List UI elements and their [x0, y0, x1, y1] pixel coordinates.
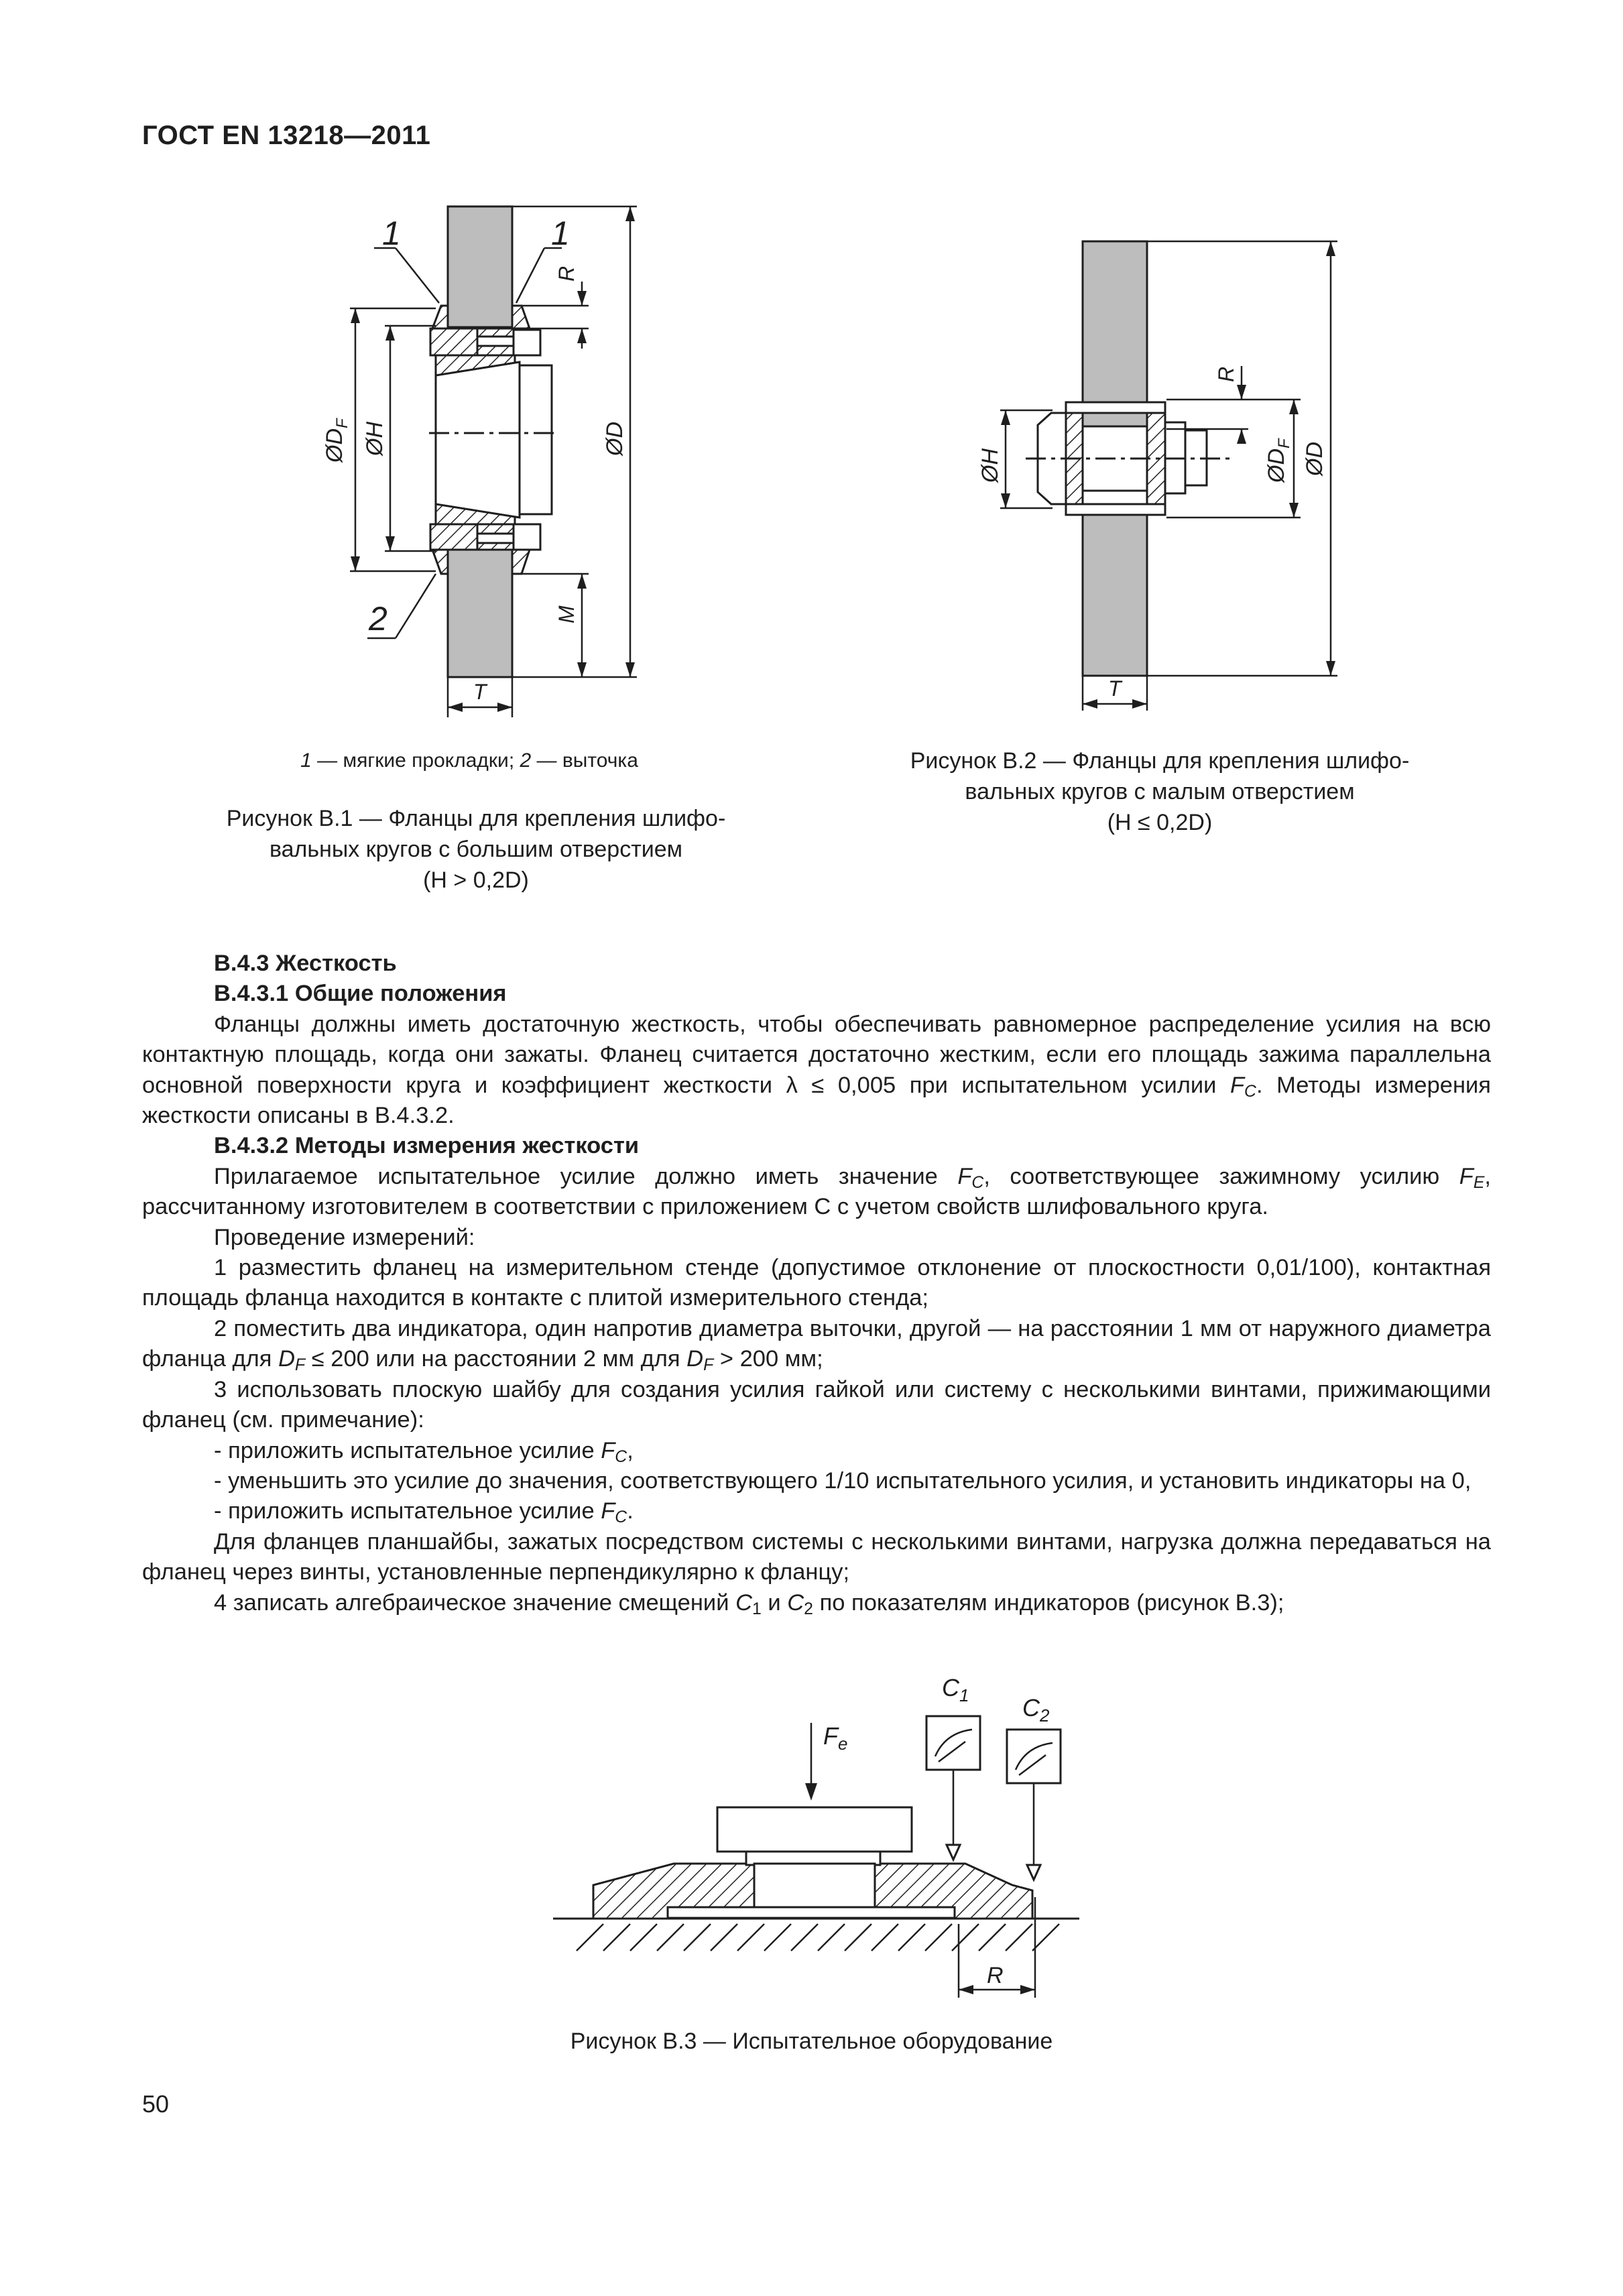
- force-fe-label: $F_e$: [823, 1722, 848, 1754]
- dim-m-label: M: [554, 605, 579, 623]
- callout-1-right: 1: [551, 215, 570, 252]
- paragraph-1: Фланцы должны иметь достаточную жесткость, чтобы обеспечивать равномерное распределение усилия на всю контактную площадь, когда они зажаты. Фланец считается достаточно жестким, если его площадь зажима параллельна основной поверхности круга и коэффициент жесткости λ ≤ 0,005 при испытательном усилии $F_C$. Методы измерения жесткости описаны в В.4.3.2.: [142, 1011, 1491, 1129]
- paragraph-8: - уменьшить это усилие до значения, соответствующего 1/10 испытательного усилия, и установить индикаторы на 0,: [214, 1467, 1471, 1494]
- wheel-lower: [1083, 515, 1147, 676]
- paragraph-9: - приложить испытательное усилие $F_C$.: [214, 1498, 634, 1527]
- paragraph-7: - приложить испытательное усилие $F_C$,: [214, 1437, 634, 1466]
- press-plate: [717, 1807, 912, 1852]
- dim-r-label: R: [554, 265, 579, 282]
- dim-r-label: R: [987, 1963, 1004, 1988]
- body-text: [142, 949, 1491, 1618]
- page-number: 50: [142, 2090, 170, 2118]
- document-header: ГОСТ EN 13218—2011: [142, 121, 431, 150]
- paragraph-10: Для фланцев планшайбы, зажатых посредством системы с несколькими винтами, нагрузка должна передаваться на фланец через винты, установленные перпендикулярно к фланцу;: [142, 1528, 1491, 1585]
- callout-1-left: 1: [382, 215, 401, 252]
- figure-b1-legend: 1 — мягкие прокладки; 2 — выточка: [300, 749, 638, 772]
- figure-b3-drawing: [536, 1669, 1099, 2011]
- dim-d-label: ØD: [1302, 442, 1327, 476]
- paragraph-11: 4 записать алгебраическое значение смещений $C_1$ и $C_2$ по показателям индикаторов (рисунок В.3);: [214, 1589, 1284, 1618]
- wheel-lower: [448, 550, 512, 677]
- dim-df-label: $ØD_F$: [1264, 438, 1293, 483]
- dim-df-label: $ØD_F$: [322, 418, 351, 463]
- figure-b2-caption: Рисунок В.2 — Фланцы для крепления шлифо- вальных кругов с малым отверстием (H ≤ 0,2D): [910, 748, 1410, 835]
- figure-b2-drawing: [965, 228, 1394, 724]
- wheel-upper: [448, 206, 512, 327]
- heading-b431: В.4.3.1 Общие положения: [214, 981, 507, 1007]
- figure-b3: [536, 1669, 1099, 2011]
- indicator-c2-label: $C_2$: [1022, 1694, 1050, 1726]
- dim-h-label: ØH: [362, 422, 387, 456]
- paragraph-2: Прилагаемое испытательное усилие должно иметь значение $F_C$, соответствующее зажимному усилию $F_E$, рассчитанному изготовителем в соответствии с приложением С с учетом свойств шлифовального круга.: [142, 1163, 1491, 1220]
- callout-2: 2: [369, 600, 387, 638]
- figure-b2: [965, 228, 1394, 724]
- figure-b1-caption: Рисунок В.1 — Фланцы для крепления шлифо- вальных кругов с большим отверстием (H > 0,2D): [226, 806, 726, 893]
- paragraph-4: 1 разместить фланец на измерительном стенде (допустимое отклонение от плоскостности 0,01/100), контактная площадь фланца находится в контакте с плитой измерительного стенда;: [142, 1255, 1491, 1311]
- dim-t-label: T: [473, 680, 487, 704]
- dim-d-label: ØD: [602, 422, 627, 456]
- figure-b1-drawing: [295, 188, 724, 724]
- indicator-c1-label: $C_1$: [942, 1674, 969, 1705]
- figure-b1: [295, 188, 724, 724]
- dim-t-label: T: [1108, 676, 1122, 701]
- paragraph-5: 2 поместить два индикатора, один напротив диаметра выточки, другой — на расстоянии 1 мм от наружного диаметра фланца для $D_F \le 200$ или на расстоянии 2 мм для $D_F > 200$ мм;: [142, 1315, 1491, 1375]
- paragraph-3: Проведение измерений:: [214, 1224, 475, 1250]
- dim-r-label: R: [1214, 366, 1238, 382]
- dim-h-label: ØH: [977, 448, 1003, 483]
- wheel-upper: [1083, 241, 1147, 429]
- paragraph-6: 3 использовать плоскую шайбу для создания усилия гайкой или систему с несколькими винтами, прижимающими фланец (см. примечание):: [142, 1376, 1491, 1433]
- heading-b43: В.4.3 Жесткость: [214, 951, 397, 976]
- figure-b3-caption: Рисунок В.3 — Испытательное оборудование: [570, 2029, 1053, 2054]
- heading-b432: В.4.3.2 Методы измерения жесткости: [214, 1133, 640, 1159]
